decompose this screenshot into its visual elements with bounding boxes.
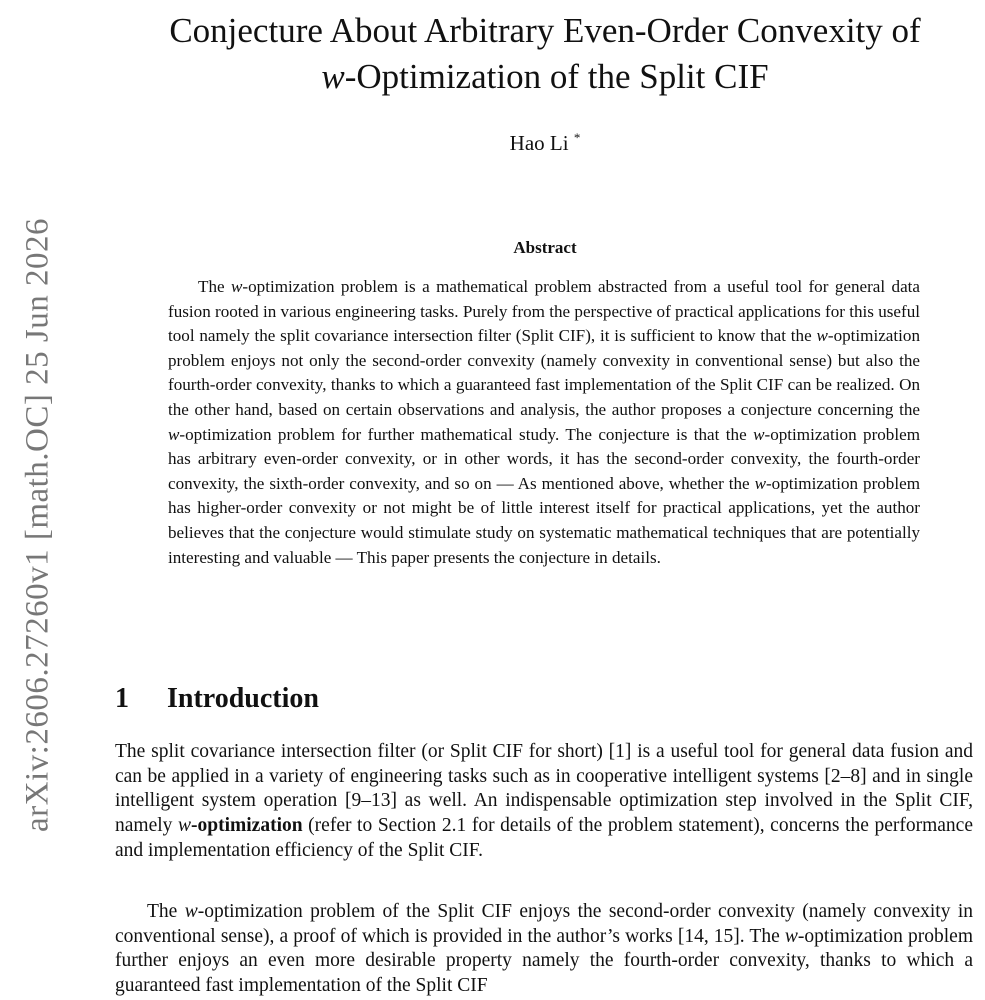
math-variable: w — [816, 326, 828, 346]
abstract-fragment: -optimization problem for further mathematical study. The conjecture is that the — [179, 424, 754, 444]
intro-paragraph-1 — [115, 740, 973, 864]
abstract-fragment: The — [198, 277, 231, 296]
section-heading — [115, 683, 319, 715]
abstract-fragment: -optimization problem enjoys not only the second-order convexity (namely convexity in conventional sense) but also the fourth-order convexity, thanks to which a guaranteed fast implementation of the Split CIF can be realized. On the other hand, based on certain observations and analysis, the author proposes a conjecture concerning the — [168, 326, 920, 419]
abstract-fragment: -optimization problem has higher-order convexity or not might be of little interest itself for practical applications, yet the author believes that the conjecture would stimulate study on systematic mathematical techniques that are potentially interesting and valuable — This paper presents the conjecture in details. — [168, 473, 920, 567]
abstract-fragment: -optimization problem has arbitrary even-order convexity, or in other words, it has the second-order convexity, the fourth-order convexity, the sixth-order convexity, and so on — As mentioned above, whether the — [168, 424, 920, 493]
paragraph-fragment: The — [147, 901, 185, 922]
paper-title — [100, 8, 985, 100]
math-variable: w — [754, 473, 766, 493]
author-name: Hao Li — [509, 131, 569, 155]
abstract-fragment: -optimization problem is a mathematical problem abstracted from a useful tool for general data fusion rooted in various engineering tasks. Purely from the perspective of practical applications for this useful tool namely the split covariance intersection filter (Split CIF), it is sufficient to know that the — [168, 277, 920, 346]
paragraph-fragment: (refer to Section 2.1 for details of the problem statement), concerns the performance and implementation efficiency of the Split CIF. — [115, 815, 973, 861]
title-line-2-text: -Optimization of the Split CIF — [344, 57, 769, 96]
author-line — [100, 130, 985, 156]
abstract-text — [168, 275, 920, 570]
math-variable: w — [178, 815, 192, 837]
paragraph-fragment: The split covariance intersection filter (or Split CIF for short) [1] is a useful tool for general data fusion and can be applied in a variety of engineering tasks such as in cooperative intelligent systems [2–8] and in single intelligent system operation [9–13] as well. An indispensable optimization step involved in the Split CIF, namely — [115, 741, 973, 837]
title-line-1: Conjecture About Arbitrary Even-Order Convexity of — [169, 11, 921, 50]
arxiv-sidebar — [18, 180, 58, 870]
title-variable: w — [321, 57, 345, 96]
author-footnote-mark[interactable]: * — [573, 130, 581, 145]
arxiv-identifier: arXiv:2606.27260v1 [math.OC] 25 Jun 2026 — [19, 218, 56, 832]
math-variable: w — [231, 277, 243, 296]
section-number: 1 — [115, 683, 129, 714]
abstract-heading: Abstract — [513, 238, 577, 257]
paragraph-fragment: -optimization problem of the Split CIF enjoys the second-order convexity (namely convexity in conventional sense), a proof of which is provided in the author’s works [14, 15]. The — [115, 901, 973, 947]
math-variable: w — [753, 424, 765, 444]
intro-paragraph-2 — [115, 900, 973, 999]
section-title: Introduction — [167, 683, 319, 714]
paragraph-fragment: -optimization problem further enjoys an even more desirable property namely the fourth-order convexity, thanks to which a guaranteed fast implementation of the Split CIF — [115, 925, 974, 997]
bold-term: -optimization — [191, 815, 303, 837]
math-variable: w — [168, 424, 180, 444]
math-variable: w — [784, 925, 798, 947]
math-variable: w — [184, 901, 198, 922]
title-line-2 — [100, 54, 985, 100]
